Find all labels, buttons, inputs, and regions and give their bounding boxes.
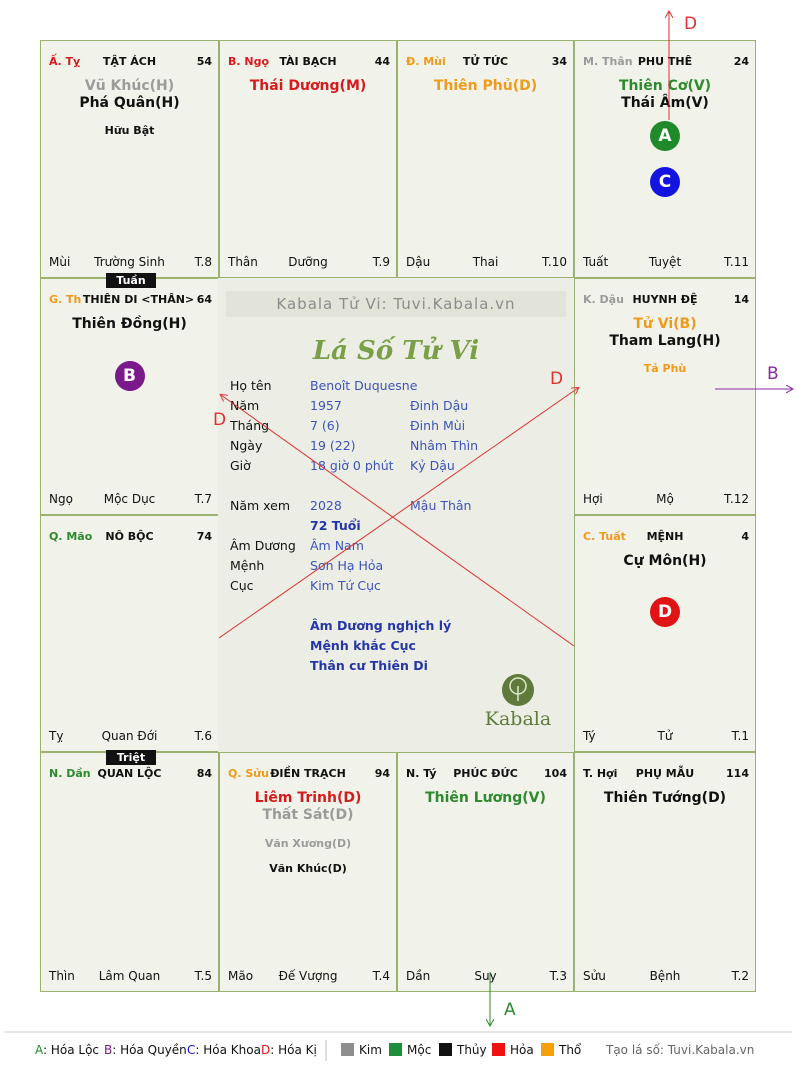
main-star: Thiên Tướng(D) xyxy=(603,790,727,806)
legend-hoa-ki xyxy=(261,1043,317,1057)
value-age: 72 Tuổi xyxy=(310,518,361,533)
cell-footer-stage: Quan Đới xyxy=(101,729,158,743)
branch-label: T. Hợi xyxy=(583,767,618,780)
branch-label: K. Dậu xyxy=(583,293,624,306)
branch-label: M. Thân xyxy=(583,55,633,68)
brand-logo-text: Kabala xyxy=(484,708,552,730)
palace-age: 54 xyxy=(196,55,212,68)
palace-age: 44 xyxy=(374,55,390,68)
diagonal-arrow-up xyxy=(219,388,578,638)
palace-age: 24 xyxy=(733,55,749,68)
palace-name: TỬ TỨC xyxy=(462,55,509,68)
branch-label: N. Dần xyxy=(49,767,91,780)
tho-swatch xyxy=(541,1043,554,1056)
cell-footer-month: T.5 xyxy=(194,969,212,983)
main-star: Thiên Cơ(V) xyxy=(618,78,712,94)
cell-footer-stage: Bệnh xyxy=(649,969,681,983)
value-view-year: 2028 xyxy=(310,498,342,513)
branch-label: Đ. Mùi xyxy=(406,55,446,68)
legend-hoa-khoa xyxy=(187,1043,261,1057)
note-menh-cuc: Mệnh khắc Cục xyxy=(310,638,416,653)
branch-label: Q. Sửu xyxy=(228,767,269,780)
palace-name: TẬT ÁCH xyxy=(102,55,157,68)
label-cuc: Cục xyxy=(230,578,254,593)
main-star: Vũ Khúc(H) xyxy=(84,78,175,94)
cell-footer-left: Thìn xyxy=(49,969,75,983)
main-star: Thiên Phủ(D) xyxy=(433,78,538,94)
main-star: Thái Dương(M) xyxy=(249,78,367,94)
site-credit-link[interactable]: Tạo lá số: Tuvi.Kabala.vn xyxy=(606,1043,755,1057)
label-month: Tháng xyxy=(230,418,270,433)
palace-age: 84 xyxy=(196,767,212,780)
value-year: 1957 xyxy=(310,398,342,413)
cell-footer-month: T.9 xyxy=(372,255,390,269)
cell-footer-month: T.3 xyxy=(549,969,567,983)
cell-footer-stage: Đế Vượng xyxy=(278,969,338,983)
site-watermark: Kabala Tử Vi: Tuvi.Kabala.vn xyxy=(226,291,566,317)
hoa-loc-badge: A xyxy=(650,121,680,151)
hoa-khoa-badge: C xyxy=(650,167,680,197)
legend-text: Hỏa xyxy=(510,1043,534,1057)
value-month: 7 (6) xyxy=(310,418,340,433)
main-star: Thái Âm(V) xyxy=(621,95,709,111)
label-year: Năm xyxy=(230,398,260,413)
main-star: Cự Môn(H) xyxy=(623,553,707,569)
cell-footer-left: Hợi xyxy=(583,492,603,506)
cell-footer-left: Ngọ xyxy=(49,492,73,506)
legend-moc xyxy=(389,1043,431,1057)
palace-age: 114 xyxy=(726,767,749,780)
cell-footer-stage: Lâm Quan xyxy=(98,969,161,983)
cell-footer-stage: Tuyệt xyxy=(648,255,682,269)
legend-text: Mộc xyxy=(407,1043,432,1057)
palace-age: 4 xyxy=(741,530,749,543)
palace-age: 94 xyxy=(374,767,390,780)
legend-text: Thủy xyxy=(457,1043,487,1057)
arrow-label-right: B xyxy=(767,364,779,384)
branch-label: Ấ. Tỵ xyxy=(49,55,81,68)
minor-star: Hữu Bật xyxy=(104,124,155,137)
label-hour: Giờ xyxy=(230,458,251,473)
value-amduong: Âm Nam xyxy=(310,538,364,553)
cell-footer-month: T.8 xyxy=(194,255,212,269)
main-star: Liêm Trinh(D) xyxy=(254,790,362,806)
palace-age: 34 xyxy=(551,55,567,68)
legend-text: Thổ xyxy=(559,1043,582,1057)
cell-footer-left: Tý xyxy=(583,729,596,743)
branch-label: C. Tuất xyxy=(583,530,626,543)
value-hour-canchi: Kỷ Dậu xyxy=(410,458,455,473)
legend-hoa-quyen xyxy=(104,1043,187,1057)
label-name: Họ tên xyxy=(230,378,272,393)
cell-footer-left: Sửu xyxy=(583,969,606,983)
legend-hoa xyxy=(492,1043,534,1057)
value-year-canchi: Đinh Dậu xyxy=(410,398,469,413)
main-star: Thiên Đồng(H) xyxy=(72,316,187,332)
cell-footer-month: T.4 xyxy=(372,969,390,983)
triet-tag: Triệt xyxy=(106,750,156,765)
arrow-label-diag1: D xyxy=(550,369,564,389)
value-month-canchi: Đinh Mùi xyxy=(410,418,466,433)
cell-footer-stage: Trường Sinh xyxy=(94,255,165,269)
main-star: Thiên Lương(V) xyxy=(425,790,546,806)
legend-text: : Hóa Quyền xyxy=(112,1043,187,1057)
label-day: Ngày xyxy=(230,438,263,453)
palace-age: 74 xyxy=(196,530,212,543)
palace-age: 64 xyxy=(196,293,212,306)
legend-thuy xyxy=(439,1043,487,1057)
value-menh: Sơn Hạ Hỏa xyxy=(310,558,384,573)
moc-swatch xyxy=(389,1043,402,1056)
hoa-swatch xyxy=(492,1043,505,1056)
branch-label: G. Th xyxy=(49,293,82,306)
palace-name: TÀI BẠCH xyxy=(279,55,337,68)
cell-footer-left: Tỵ xyxy=(49,729,64,743)
cell-footer-month: T.7 xyxy=(194,492,212,506)
label-amduong: Âm Dương xyxy=(230,538,296,553)
branch-label: Q. Mão xyxy=(49,530,93,543)
cell-footer-stage: Thai xyxy=(472,255,499,269)
cell-footer-left: Mùi xyxy=(49,255,71,269)
cell-footer-left: Mão xyxy=(228,969,254,983)
minor-star: Văn Xương(D) xyxy=(264,837,352,850)
palace-name: PHỤ MẪU xyxy=(635,767,695,780)
palace-age: 14 xyxy=(733,293,749,306)
note-than-cu: Thân cư Thiên Di xyxy=(310,658,428,673)
cell-footer-month: T.10 xyxy=(542,255,567,269)
main-star: Tử Vi(B) xyxy=(633,316,697,332)
tuan-tag: Tuần xyxy=(106,273,156,288)
value-day-canchi: Nhâm Thìn xyxy=(410,438,479,453)
palace-name: THIÊN DI <THÂN> xyxy=(82,293,195,306)
palace-name: NÔ BỘC xyxy=(105,530,154,543)
minor-star: Văn Khúc(D) xyxy=(269,862,347,875)
value-cuc: Kim Tứ Cục xyxy=(310,578,381,593)
diagonal-arrow-left xyxy=(221,395,574,646)
legend-tho xyxy=(541,1043,581,1057)
legend-hoa-loc xyxy=(35,1043,99,1057)
legend-text: Kim xyxy=(359,1043,382,1057)
cell-footer-stage: Suy xyxy=(474,969,497,983)
legend-text: : Hóa Kị xyxy=(270,1043,317,1057)
legend-text: : Hóa Khoa xyxy=(195,1043,261,1057)
hoa-quyen-badge: B xyxy=(115,361,145,391)
kim-swatch xyxy=(341,1043,354,1056)
palace-name: PHÚC ĐỨC xyxy=(453,767,518,780)
minor-star: Tả Phù xyxy=(643,362,687,375)
palace-name: HUYNH ĐỆ xyxy=(632,293,698,306)
legend-key-a: A xyxy=(35,1043,43,1057)
main-star: Phá Quân(H) xyxy=(79,95,180,111)
palace-name: MỆNH xyxy=(646,530,684,543)
cell-footer-stage: Mộ xyxy=(656,492,674,506)
cell-footer-left: Dậu xyxy=(406,255,431,269)
arrow-label-top: D xyxy=(684,14,698,34)
main-star: Tham Lang(H) xyxy=(609,333,721,349)
cell-footer-month: T.1 xyxy=(731,729,749,743)
palace-age: 104 xyxy=(544,767,567,780)
cell-footer-month: T.6 xyxy=(194,729,212,743)
palace-name: QUAN LỘC xyxy=(97,767,162,780)
legend-key-b: B xyxy=(104,1043,113,1057)
palace-name: PHU THÊ xyxy=(637,55,693,68)
cell-footer-left: Thân xyxy=(228,255,258,269)
cell-footer-month: T.2 xyxy=(731,969,749,983)
value-name: Benoît Duquesne xyxy=(310,378,418,393)
branch-label: B. Ngọ xyxy=(228,55,270,68)
note-amduong: Âm Dương nghịch lý xyxy=(310,618,452,633)
legend-key-d: D xyxy=(261,1043,271,1057)
value-hour: 18 giờ 0 phút xyxy=(310,458,394,473)
cell-footer-month: T.12 xyxy=(724,492,749,506)
main-star: Thất Sát(D) xyxy=(262,807,354,823)
hoa-ki-badge: D xyxy=(650,597,680,627)
cell-footer-left: Dần xyxy=(406,969,431,983)
cell-footer-stage: Dưỡng xyxy=(288,255,328,269)
arrow-label-bottom: A xyxy=(504,1000,516,1020)
legend-key-c: C xyxy=(187,1043,196,1057)
label-menh: Mệnh xyxy=(230,558,265,573)
cell-footer-stage: Tử xyxy=(657,729,673,743)
chart-title: Lá Số Tử Vi xyxy=(312,336,480,366)
palace-name: ĐIỀN TRẠCH xyxy=(270,767,346,780)
cell-footer-stage: Mộc Dục xyxy=(103,492,156,506)
legend-kim xyxy=(341,1043,382,1057)
value-view-year-canchi: Mậu Thân xyxy=(410,498,472,513)
value-day: 19 (22) xyxy=(310,438,356,453)
branch-label: N. Tý xyxy=(406,767,437,780)
arrow-label-diag2: D xyxy=(213,410,227,430)
thuy-swatch xyxy=(439,1043,452,1056)
cell-footer-left: Tuất xyxy=(583,255,609,269)
cell-footer-month: T.11 xyxy=(724,255,749,269)
legend-text: : Hóa Lộc xyxy=(43,1043,100,1057)
label-view-year: Năm xem xyxy=(230,498,291,513)
